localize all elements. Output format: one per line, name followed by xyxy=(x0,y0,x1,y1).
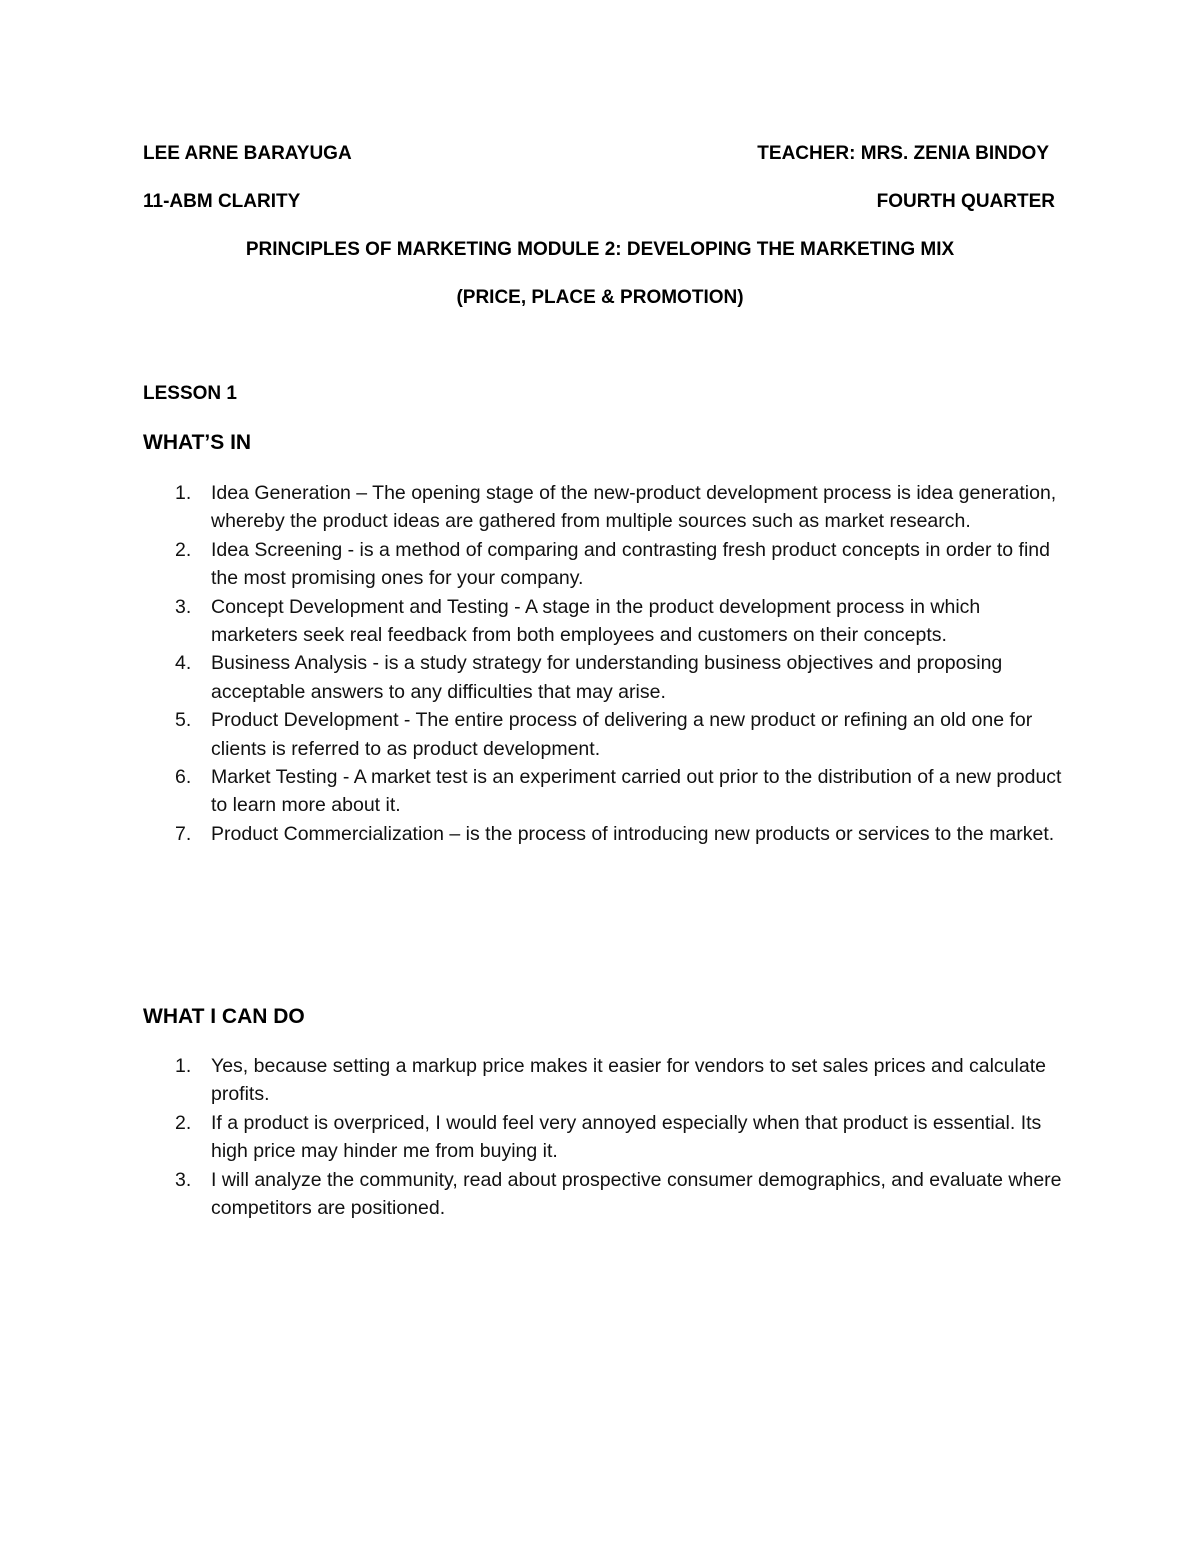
whats-in-list xyxy=(143,479,1063,848)
lesson-label: LESSON 1 xyxy=(143,383,237,404)
item-text: Product Commercialization – is the process of introducing new products or services to the market. xyxy=(211,822,1055,845)
list-item xyxy=(143,820,1063,848)
module-title: PRINCIPLES OF MARKETING MODULE 2: DEVELOPING THE MARKETING MIX xyxy=(245,239,955,260)
class-section: 11-ABM CLARITY xyxy=(143,191,301,212)
item-text: I will analyze the community, read about prospective consumer demographics, and evaluate where competitors are positioned. xyxy=(211,1168,1062,1220)
module-subtitle: (PRICE, PLACE & PROMOTION) xyxy=(456,287,744,308)
list-item xyxy=(143,649,1063,706)
list-item xyxy=(143,536,1063,593)
item-number: 7. xyxy=(175,822,192,845)
header-row-2 xyxy=(143,190,1055,214)
item-number: 3. xyxy=(175,595,192,618)
item-number: 6. xyxy=(175,766,192,789)
list-item xyxy=(143,593,1063,650)
item-number: 2. xyxy=(175,538,192,561)
item-number: 1. xyxy=(175,1055,192,1077)
item-text: Market Testing - A market test is an experiment carried out prior to the distribution of a new product to learn more about it. xyxy=(211,766,1062,817)
teacher-name: TEACHER: MRS. ZENIA BINDOY xyxy=(757,143,1049,164)
item-text: Business Analysis - is a study strategy for understanding business objectives and proposing acceptable answers to any difficulties that may arise. xyxy=(211,652,1003,703)
item-number: 2. xyxy=(175,1111,192,1134)
item-text: Idea Generation – The opening stage of the new-product development process is idea generation, whereby the product ideas are gathered from multiple sources such as market research. xyxy=(211,482,1057,533)
item-number: 4. xyxy=(175,652,192,675)
item-number: 3. xyxy=(175,1168,192,1191)
list-item xyxy=(143,1052,1063,1109)
item-number: 1. xyxy=(175,482,192,504)
item-text: If a product is overpriced, I would feel very annoyed especially when that product is essential. Its high price may hinder me from buying it. xyxy=(211,1111,1042,1163)
item-text: Idea Screening - is a method of comparing and contrasting fresh product concepts in order to find the most promising ones for your company. xyxy=(211,538,1050,590)
whats-in-heading: WHAT’S IN xyxy=(143,431,252,454)
list-item xyxy=(143,1109,1063,1166)
list-item xyxy=(143,1166,1063,1223)
what-i-can-do-heading: WHAT I CAN DO xyxy=(143,1005,305,1028)
item-number: 5. xyxy=(175,709,192,732)
item-text: Product Development - The entire process of delivering a new product or refining an old one for clients is referred to as product development. xyxy=(211,709,1033,760)
what-i-can-do-list xyxy=(143,1052,1063,1222)
quarter-label: FOURTH QUARTER xyxy=(876,191,1055,212)
item-text: Yes, because setting a markup price makes it easier for vendors to set sales prices and calculate profits. xyxy=(211,1055,1046,1106)
header-row-1 xyxy=(143,142,1055,166)
list-item xyxy=(143,763,1063,820)
list-item xyxy=(143,479,1063,536)
list-item xyxy=(143,706,1063,763)
student-name: LEE ARNE BARAYUGA xyxy=(143,143,352,164)
item-text: Concept Development and Testing - A stage in the product development process in which marketers seek real feedback from both employees and customers on their concepts. xyxy=(211,595,981,647)
